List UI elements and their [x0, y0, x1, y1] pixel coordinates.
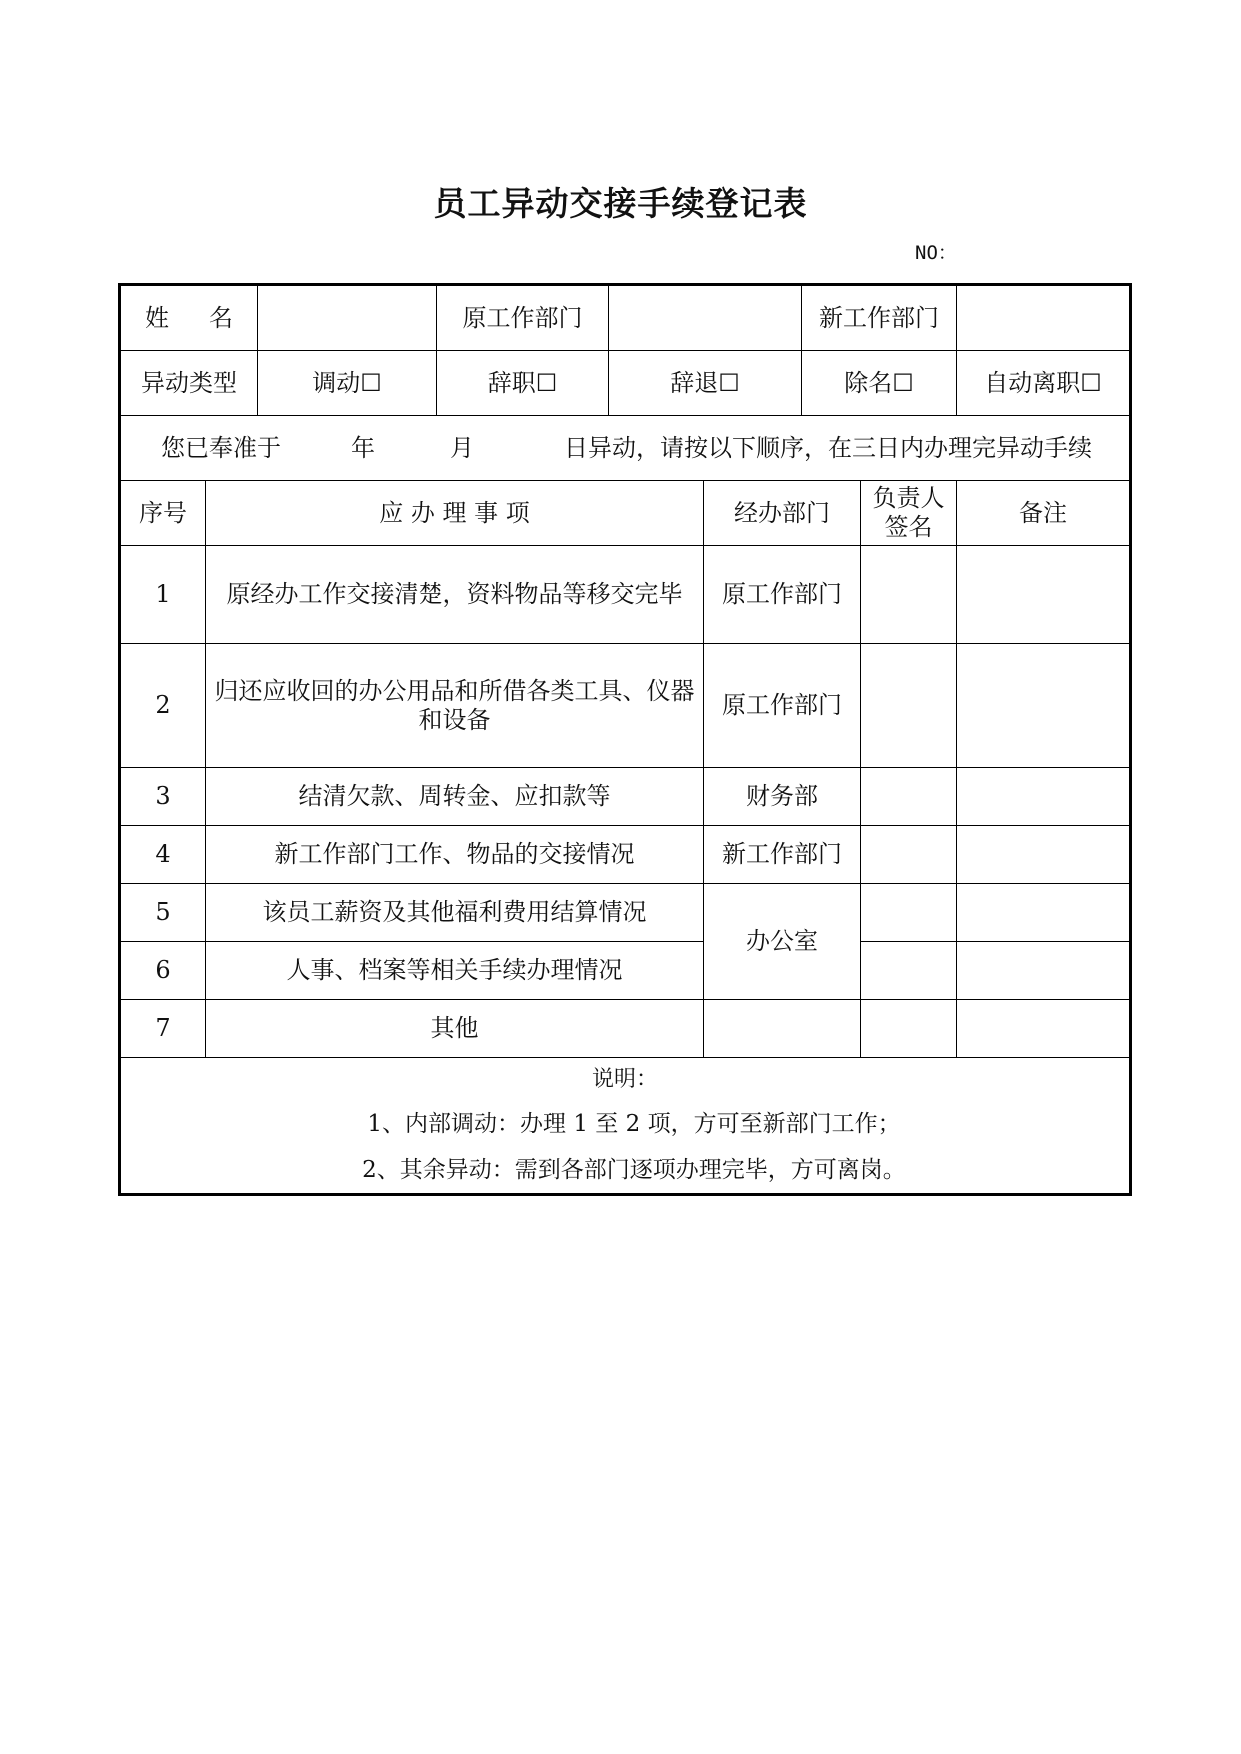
row-sign-field[interactable] — [861, 826, 957, 884]
row-dept: 原工作部门 — [704, 546, 861, 644]
header-row — [120, 481, 1131, 546]
handover-form-table — [118, 283, 1132, 1196]
row-item: 该员工薪资及其他福利费用结算情况 — [206, 884, 704, 942]
name-field[interactable] — [258, 285, 437, 351]
header-item: 应 办 理 事 项 — [206, 481, 704, 546]
row-item: 结清欠款、周转金、应扣款等 — [206, 768, 704, 826]
header-sign: 负责人签名 — [861, 481, 957, 546]
row-name — [120, 285, 1131, 351]
row-item: 原经办工作交接清楚，资料物品等移交完毕 — [206, 546, 704, 644]
row-sign-field[interactable] — [861, 884, 957, 942]
table-row — [120, 644, 1131, 768]
table-row — [120, 546, 1131, 644]
table-row — [120, 826, 1131, 884]
row-sign-field[interactable] — [861, 644, 957, 768]
header-remark: 备注 — [957, 481, 1131, 546]
notice-text: 您已奉准于 年 月 日异动，请按以下顺序，在三日内办理完异动手续 — [120, 416, 1131, 481]
row-remark-field[interactable] — [957, 884, 1131, 942]
notes-section — [120, 1058, 1131, 1195]
row-remark-field[interactable] — [957, 826, 1131, 884]
notes-heading: 说明： — [591, 1066, 658, 1092]
row-change-type — [120, 351, 1131, 416]
row-sign-field[interactable] — [861, 942, 957, 1000]
new-dept-label: 新工作部门 — [802, 285, 957, 351]
row-seq: 2 — [120, 644, 206, 768]
row-dept: 新工作部门 — [704, 826, 861, 884]
row-seq: 5 — [120, 884, 206, 942]
notes-item: 1、内部调动：办理 1 至 2 项，方可至新部门工作； — [367, 1111, 901, 1138]
row-dept: 财务部 — [704, 768, 861, 826]
header-seq: 序号 — [120, 481, 206, 546]
new-dept-field[interactable] — [957, 285, 1131, 351]
form-title: 员工异动交接手续登记表 — [433, 184, 808, 223]
row-dept: 原工作部门 — [704, 644, 861, 768]
notes-row — [120, 1058, 1131, 1195]
row-remark-field[interactable] — [957, 644, 1131, 768]
row-item: 其他 — [206, 1000, 704, 1058]
row-sign-field[interactable] — [861, 768, 957, 826]
header-dept: 经办部门 — [704, 481, 861, 546]
row-item: 新工作部门工作、物品的交接情况 — [206, 826, 704, 884]
row-seq: 3 — [120, 768, 206, 826]
option-expel[interactable]: 除名☐ — [802, 351, 957, 416]
row-dept-field[interactable] — [704, 1000, 861, 1058]
original-dept-field[interactable] — [609, 285, 802, 351]
option-auto-leave[interactable]: 自动离职☐ — [957, 351, 1131, 416]
row-remark-field[interactable] — [957, 1000, 1131, 1058]
table-row — [120, 768, 1131, 826]
row-seq: 1 — [120, 546, 206, 644]
row-seq: 4 — [120, 826, 206, 884]
row-notice — [120, 416, 1131, 481]
row-remark-field[interactable] — [957, 942, 1131, 1000]
change-type-label: 异动类型 — [120, 351, 258, 416]
row-item: 归还应收回的办公用品和所借各类工具、仪器和设备 — [206, 644, 704, 768]
option-dismiss[interactable]: 辞退☐ — [609, 351, 802, 416]
name-label: 姓 名 — [120, 285, 258, 351]
row-sign-field[interactable] — [861, 1000, 957, 1058]
row-seq: 7 — [120, 1000, 206, 1058]
table-row — [120, 884, 1131, 942]
notes-item: 2、其余异动：需到各部门逐项办理完毕，方可离岗。 — [362, 1156, 906, 1183]
option-resign[interactable]: 辞职☐ — [437, 351, 609, 416]
row-item: 人事、档案等相关手续办理情况 — [206, 942, 704, 1000]
table-row — [120, 942, 1131, 1000]
table-row — [120, 1000, 1131, 1058]
form-number-label: NO： — [915, 242, 957, 264]
row-sign-field[interactable] — [861, 546, 957, 644]
row-seq: 6 — [120, 942, 206, 1000]
original-dept-label: 原工作部门 — [437, 285, 609, 351]
row-dept: 办公室 — [704, 884, 861, 1000]
option-transfer[interactable]: 调动☐ — [258, 351, 437, 416]
row-remark-field[interactable] — [957, 546, 1131, 644]
row-remark-field[interactable] — [957, 768, 1131, 826]
